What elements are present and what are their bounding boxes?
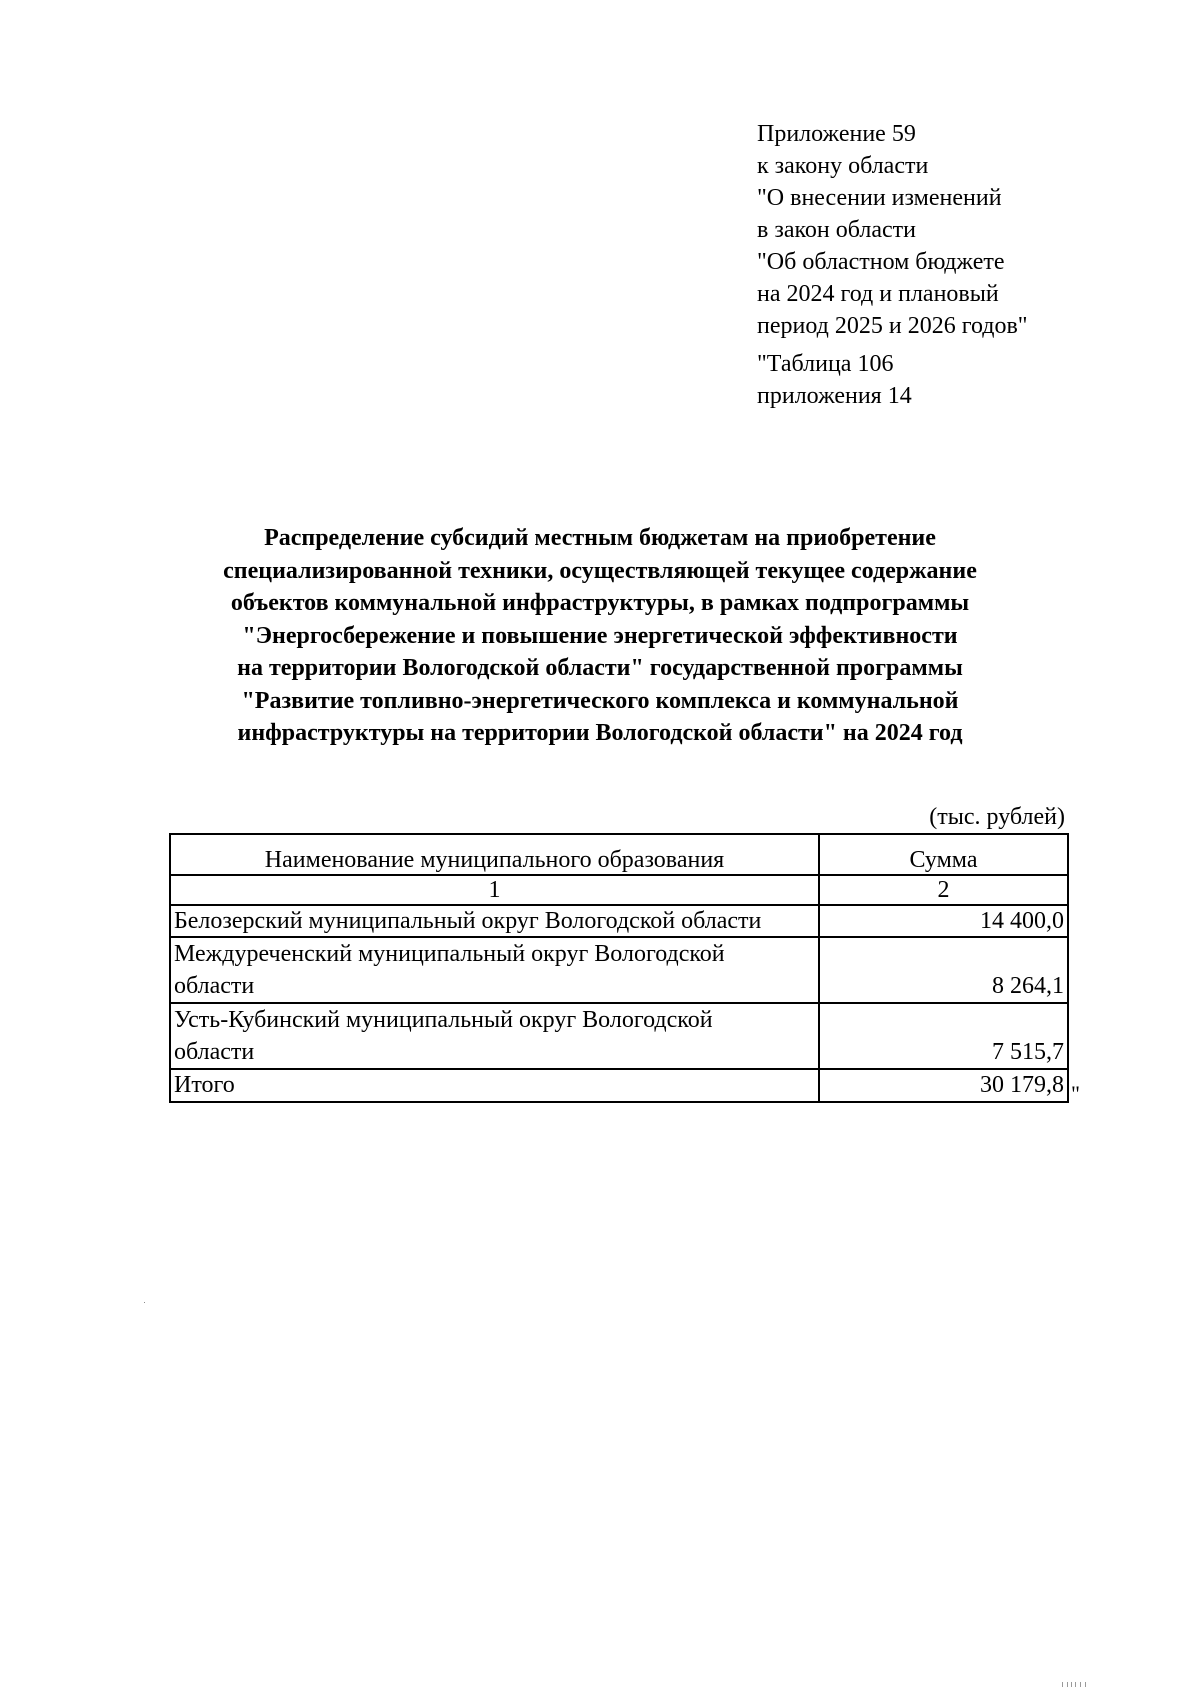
table-row: [170, 937, 1068, 1003]
name-line: Усть-Кубинский муниципальный округ Вологодской: [174, 1007, 713, 1033]
attachment-line: к закону области: [757, 153, 929, 179]
attachment-header: [757, 118, 1028, 412]
units-label: (тыс. рублей): [929, 804, 1065, 830]
subsidies-table: [169, 833, 1069, 1103]
name-line: Белозерский муниципальный округ Вологодской области: [174, 908, 762, 934]
total-row: [170, 1069, 1068, 1102]
total-amount: 30 179,8: [819, 1069, 1068, 1102]
column-number-row: [170, 875, 1068, 905]
title-line: "Энергосбережение и повышение энергетической эффективности: [242, 622, 958, 649]
attachment-line: "Об областном бюджете: [757, 249, 1005, 275]
table-header-row: [170, 834, 1068, 875]
title-line: Распределение субсидий местным бюджетам на приобретение: [264, 525, 936, 551]
table-row: [170, 905, 1068, 937]
municipality-name: [170, 1003, 819, 1069]
table-row: [170, 1003, 1068, 1069]
name-line: области: [174, 973, 255, 999]
title-line: на территории Вологодской области" государственной программы: [237, 655, 963, 681]
document-title: [150, 522, 1050, 750]
scan-speck: [144, 1302, 145, 1303]
table-ref-line: "Таблица 106: [757, 351, 894, 377]
attachment-line: Приложение 59: [757, 121, 916, 147]
title-line: "Развитие топливно-энергетического комплекса и коммунальной: [241, 687, 959, 714]
column-number: 2: [819, 875, 1068, 905]
municipality-name: [170, 905, 819, 937]
total-label: Итого: [170, 1069, 819, 1102]
closing-quote: ": [1071, 1081, 1080, 1106]
attachment-line: "О внесении изменений: [757, 185, 1002, 211]
attachment-line: на 2024 год и плановый: [757, 281, 999, 307]
municipality-name: [170, 937, 819, 1003]
subsidy-amount: 7 515,7: [819, 1003, 1068, 1069]
title-line: инфраструктуры на территории Вологодской области" на 2024 год: [237, 720, 963, 746]
scan-specks: [1062, 1682, 1092, 1688]
header-name: Наименование муниципального образования: [170, 834, 819, 875]
column-number: 1: [170, 875, 819, 905]
title-line: объектов коммунальной инфраструктуры, в рамках подпрограммы: [230, 590, 970, 616]
table-ref-line: приложения 14: [757, 383, 912, 409]
subsidy-amount: 8 264,1: [819, 937, 1068, 1003]
name-line: области: [174, 1039, 255, 1065]
title-line: специализированной техники, осуществляющей текущее содержание: [223, 557, 977, 584]
attachment-line: в закон области: [757, 217, 916, 243]
subsidy-amount: 14 400,0: [819, 905, 1068, 937]
name-line: Междуреченский муниципальный округ Вологодской: [174, 941, 725, 967]
attachment-line: период 2025 и 2026 годов": [757, 313, 1028, 339]
header-sum: Сумма: [819, 834, 1068, 875]
